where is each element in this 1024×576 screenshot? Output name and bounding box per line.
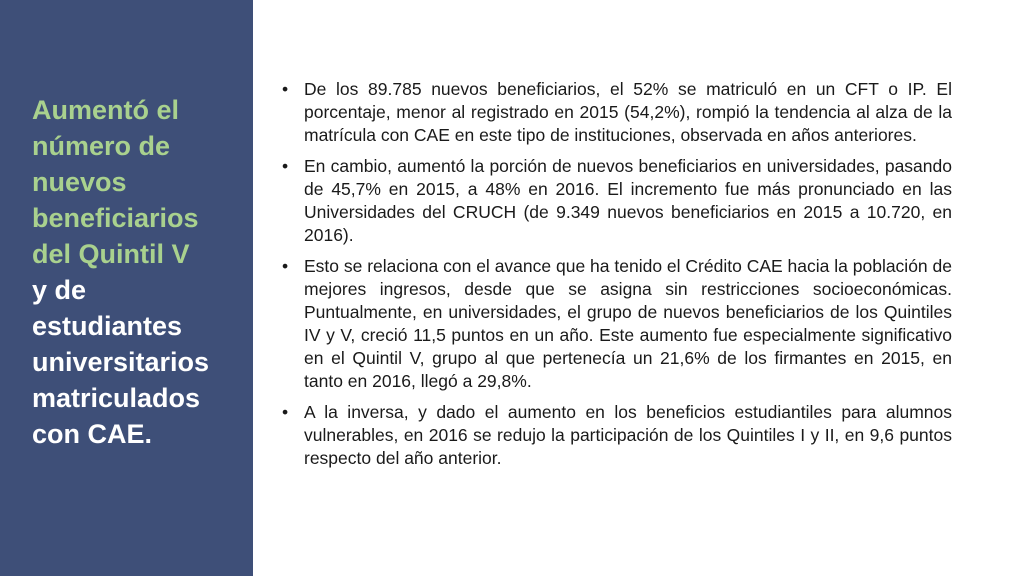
bullet-icon: •	[282, 402, 289, 422]
bullet-icon: •	[282, 256, 289, 276]
bullet-icon: •	[282, 156, 289, 176]
bullet-list	[282, 78, 952, 478]
slide-title	[32, 92, 242, 452]
bullet-item	[282, 255, 952, 393]
bullet-text: En cambio, aumentó la porción de nuevos beneficiarios en universidades, pasando de 45,7% en 2015, a 48% en 2016. El incremento fue más pronunciado en las Universidades del CRUCH (de 9.349 nuevos beneficiarios en 2015 a 10.720, en 2016).	[304, 156, 952, 245]
bullet-icon: •	[282, 79, 289, 99]
side-panel	[0, 0, 253, 576]
title-accent-text: Aumentó el número de nuevos beneficiarios del Quintil V	[32, 95, 199, 269]
bullet-text: Esto se relaciona con el avance que ha tenido el Crédito CAE hacia la población de mejores ingresos, desde que se asigna sin restricciones socioeconómicas. Puntualmente, en universidades, el grupo de nuevos beneficiarios de los Quintiles IV y V, creció 11,5 puntos en un año. Este aumento fue especialmente significativo en el Quintil V, grupo al que pertenecía un 21,6% de los firmantes en 2015, en tanto en 2016, llegó a 29,8%.	[304, 256, 952, 391]
bullet-text: De los 89.785 nuevos beneficiarios, el 52% se matriculó en un CFT o IP. El porcentaje, menor al registrado en 2015 (54,2%), rompió la tendencia al alza de la matrícula con CAE en este tipo de instituciones, observada en años anteriores.	[304, 79, 952, 145]
bullet-item	[282, 78, 952, 147]
bullet-item	[282, 155, 952, 247]
bullet-text: A la inversa, y dado el aumento en los beneficios estudiantiles para alumnos vulnerables, en 2016 se redujo la participación de los Quintiles I y II, en 9,6 puntos respecto del año anterior.	[304, 402, 952, 468]
bullet-item	[282, 401, 952, 470]
title-main-text: y de estudiantes universitarios matriculados con CAE.	[32, 275, 210, 449]
